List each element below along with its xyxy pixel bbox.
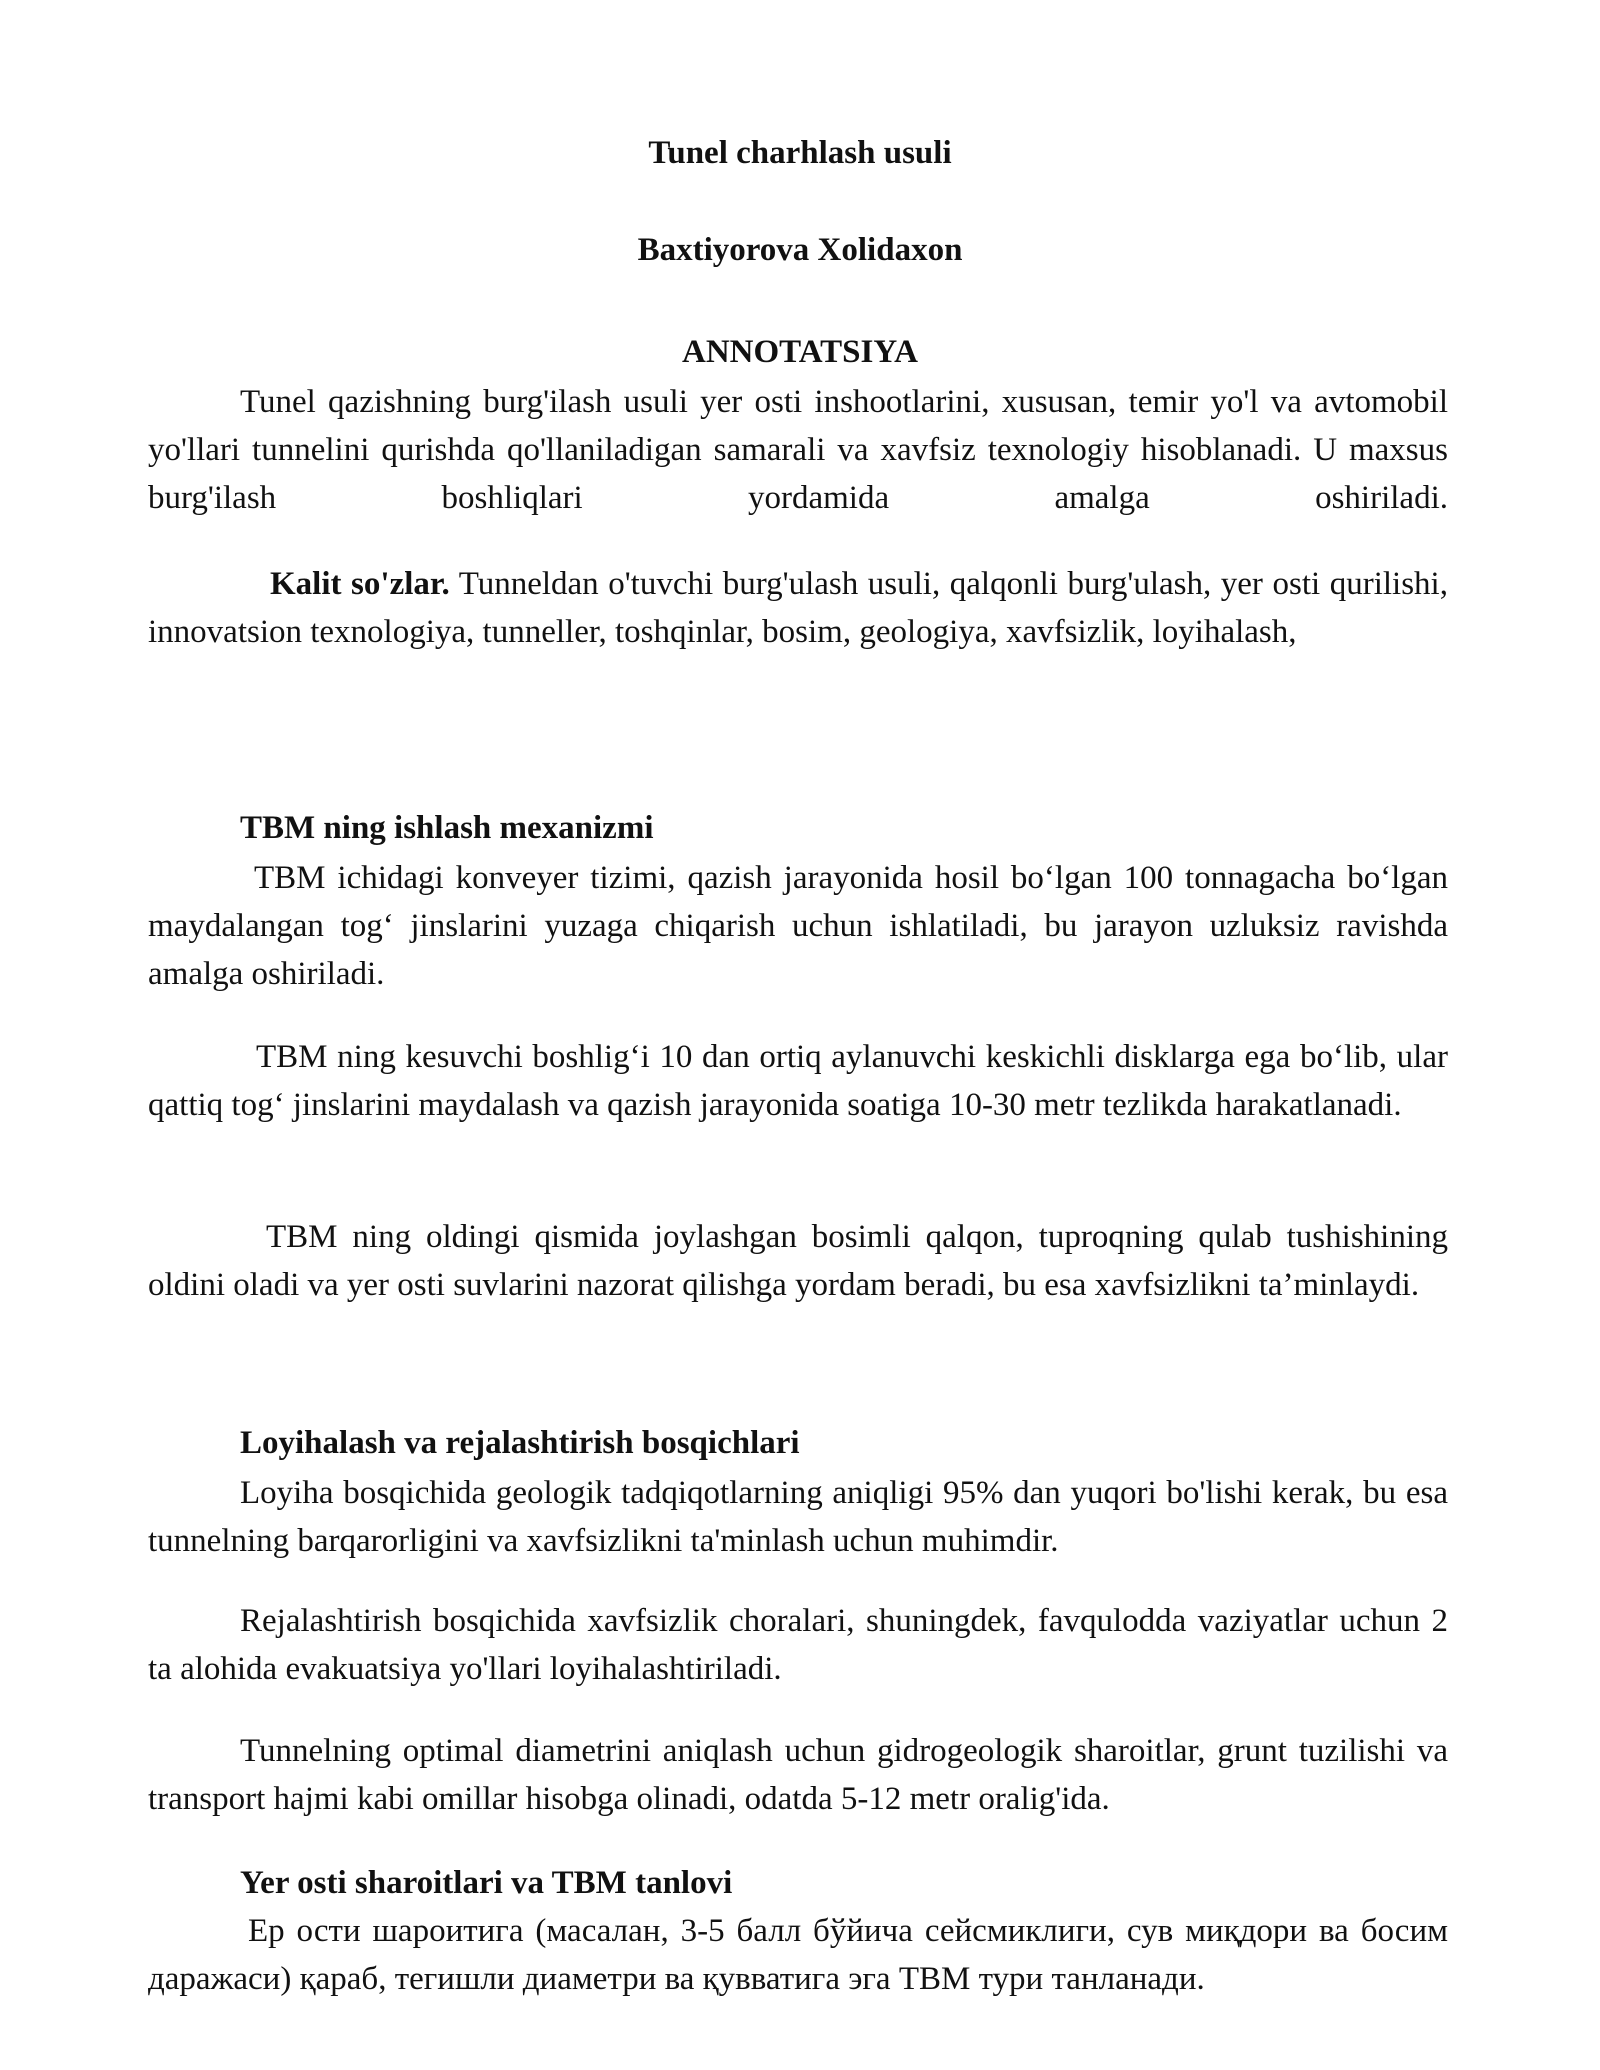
section-paragraph: Ер ости шароитига (масалан, 3-5 балл бўйича сейсмиклиги, сув миқдори ва босим даражаси) қараб, тегишли диаметри ва қувватига эга ТВМ тури танланади. [148, 1913, 1448, 1997]
section-heading-design-planning: Loyihalash va rejalashtirish bosqichlari [240, 1425, 800, 1461]
section-paragraph: Rejalashtirish bosqichida xavfsizlik choralari, shuningdek, favqulodda vaziyatlar uchun 2 ta alohida evakuatsiya yo'llari loyihalashtiriladi. [148, 1603, 1448, 1687]
author-name: Baxtiyorova Xolidaxon [637, 232, 963, 268]
section-heading-tbm-mechanism: TBM ning ishlash mexanizmi [240, 810, 654, 846]
document-title: Tunel charhlash usuli [648, 135, 952, 171]
keywords-text: Tunneldan o'tuvchi burg'ulash usuli, qalqonli burg'ulash, yer osti qurilishi, innovatsion texnologiya, tunneller, toshqinlar, bosim, geologiya, xavfsizlik, loyihalash, [148, 566, 1448, 650]
keywords-paragraph [148, 560, 1448, 656]
section-paragraph: TBM ning oldingi qismida joylashgan bosimli qalqon, tuproqning qulab tushishining oldini oladi va yer osti suvlarini nazorat qilishga yordam beradi, bu esa xavfsizlikni ta’minlaydi. [148, 1219, 1448, 1303]
section-heading-underground-conditions: Yer osti sharoitlari va TBM tanlovi [240, 1865, 733, 1901]
section-paragraph: Loyiha bosqichida geologik tadqiqotlarning aniqligi 95% dan yuqori bo'lishi kerak, bu esa tunnelning barqarorligini va xavfsizlikni ta'minlash uchun muhimdir. [148, 1475, 1448, 1559]
section-paragraph: TBM ning kesuvchi boshlig‘i 10 dan ortiq aylanuvchi keskichli disklarga ega bo‘lib, ular qattiq tog‘ jinslarini maydalash va qazish jarayonida soatiga 10-30 metr tezlikda harakatlanadi. [148, 1039, 1448, 1123]
section-paragraph: Tunnelning optimal diametrini aniqlash uchun gidrogeologik sharoitlar, grunt tuzilishi va transport hajmi kabi omillar hisobga olinadi, odatda 5-12 metr oralig'ida. [148, 1733, 1448, 1817]
keywords-label: Kalit so'zlar. [270, 566, 450, 602]
abstract-paragraph: Tunel qazishning burg'ilash usuli yer osti inshootlarini, xususan, temir yo'l va avtomobil yo'llari tunnelini qurishda qo'llaniladigan samarali va xavfsiz texnologiy hisoblanadi. U maxsus burg'ilash boshliqlari yordamida amalga oshiriladi. [148, 384, 1448, 516]
abstract-heading: ANNOTATSIYA [682, 334, 918, 370]
section-paragraph: TBM ichidagi konveyer tizimi, qazish jarayonida hosil bo‘lgan 100 tonnagacha bo‘lgan maydalangan tog‘ jinslarini yuzaga chiqarish uchun ishlatiladi, bu jarayon uzluksiz ravishda amalga oshiriladi. [148, 860, 1448, 992]
